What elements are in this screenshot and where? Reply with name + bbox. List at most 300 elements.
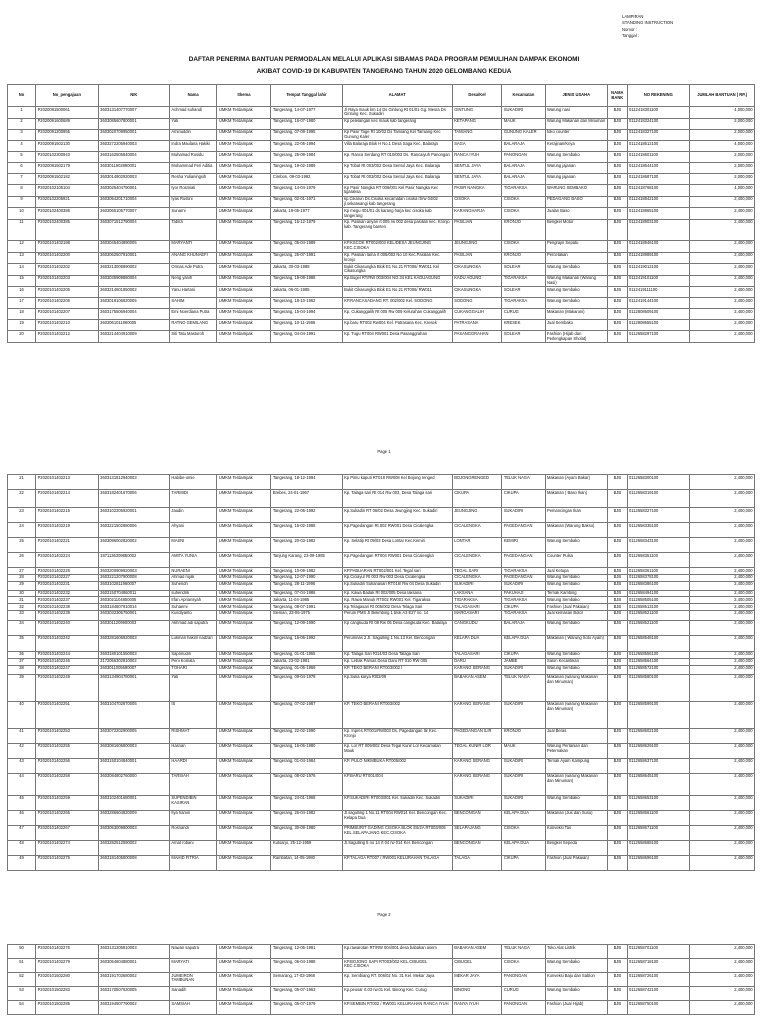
- table-row: [8, 581, 755, 590]
- table-cell: BENCONGAN: [452, 840, 502, 855]
- table-cell: BJB: [608, 701, 627, 728]
- table-cell: WARUNG SEMBAKO: [545, 185, 608, 197]
- column-header: No: [8, 85, 36, 107]
- table-cell: Warung Sembako: [545, 597, 608, 604]
- table-cell: Yanu Hartani: [169, 287, 216, 298]
- table-cell: 3603181405800008: [98, 855, 169, 870]
- table-cell: 25: [8, 538, 36, 553]
- table-cell: 3603054201710004: [98, 196, 169, 208]
- table-cell: TIGARAKSA: [502, 298, 545, 309]
- table-cell: 2,400,000: [690, 196, 755, 208]
- table-cell: P2020102400385: [36, 219, 99, 240]
- table-cell: BJB: [608, 163, 627, 174]
- table-cell: CIKUPA: [452, 490, 502, 508]
- table-cell: Yati: [169, 674, 216, 701]
- table-cell: Jakarta, 06-01-1985: [271, 287, 342, 298]
- table-cell: KARANG SERANG: [452, 701, 502, 728]
- table-cell: CISOKA: [502, 208, 545, 220]
- table-cell: Villa Balaraja Blok H No.1 Desa Saga Kec. Balaraja: [342, 141, 452, 152]
- table-cell: TIGARAKSA: [502, 568, 545, 575]
- table-cell: Warung jajanan: [545, 174, 608, 185]
- table-cell: Peni Komala: [169, 658, 216, 665]
- table-cell: BJB: [608, 959, 627, 973]
- table-cell: UMKM Terdampak: [217, 574, 271, 581]
- table-cell: BALARAJA: [502, 174, 545, 185]
- table-cell: UMKM Terdampak: [217, 651, 271, 658]
- table-cell: Makanan (warung Makanan dan Minuman): [545, 701, 608, 728]
- table-header-row: [8, 85, 755, 107]
- table-cell: Tangerang, 06-04-1988: [271, 959, 342, 973]
- table-cell: 2,400,000: [690, 219, 755, 240]
- table-row: [8, 240, 755, 252]
- table-cell: AMITA YUNIA: [169, 553, 216, 568]
- table-cell: Kp. Kawa Badak Rt 002/005 Desa laksana: [342, 590, 452, 597]
- table-cell: 0112419101100: [627, 275, 690, 287]
- table-cell: 0112658319100: [627, 490, 690, 508]
- table-cell: UMKM Terdampak: [217, 658, 271, 665]
- table-cell: 0112658505100: [627, 597, 690, 604]
- table-row: [8, 287, 755, 298]
- table-cell: KARANG SERANG: [452, 758, 502, 773]
- table-cell: MARYANTI: [169, 240, 216, 252]
- table-cell: 12: [8, 240, 36, 252]
- table-cell: Kp.Bugel RT/RW 003/004 NO.34 KEL KADUAGUNG: [342, 275, 452, 287]
- table-cell: 3603162505840004: [98, 152, 169, 163]
- table-cell: P2020101402203: [36, 275, 99, 287]
- table-cell: P2020101402275: [36, 855, 99, 870]
- table-cell: Neng yanih: [169, 275, 216, 287]
- table-cell: 33: [8, 610, 36, 620]
- table-cell: Ilya hamin: [169, 810, 216, 825]
- table-cell: Kp pelelangan kec mauk kab tangerang: [342, 118, 452, 129]
- table-cell: Kp Pasir Tage Rt 10/02 Ds Tamiang Kel Tamiang Kec Gunung Kaler: [342, 129, 452, 141]
- table-cell: P2020101402249: [36, 674, 99, 701]
- table-cell: 0112658629100: [627, 743, 690, 758]
- table-cell: Tangerang, 22-02-1990: [271, 728, 342, 743]
- table-row: [8, 118, 755, 129]
- table-cell: UMKM Terdampak: [217, 610, 271, 620]
- table-cell: Toko Alat Listrik: [545, 945, 608, 959]
- table-cell: Tangerang, 19-02-1989: [271, 163, 342, 174]
- annotation-line: STANDING INSTRUCTION: [622, 20, 674, 26]
- table-cell: Tangerang, 14-07-1977: [271, 107, 342, 119]
- table-cell: Suhaemi: [169, 604, 216, 611]
- table-cell: 2,400,000: [690, 665, 755, 674]
- table-cell: KP.SUKADIRI RT003/001 Kel. Sukadiri Kec. Sukadiri: [342, 795, 452, 810]
- table-cell: 3603071512790004: [98, 219, 169, 240]
- table-cell: RISHMAT: [169, 728, 216, 743]
- table-cell: Tangerang, 12-09-1990: [271, 620, 342, 635]
- table-cell: Tangerang, 28-11-1996: [271, 581, 342, 590]
- column-header: Tempat Tanggal lahir: [271, 85, 342, 107]
- page-number: Page 2: [377, 912, 391, 917]
- table-cell: 2,400,000: [690, 620, 755, 635]
- table-cell: PRIMBURIT GADING CISOKA BLOK E6/2A RT003/005 KEL.SELAPAJANG KEC.CISOKA: [342, 825, 452, 840]
- table-cell: Nawan saputra: [169, 945, 216, 959]
- table-cell: 22: [8, 490, 36, 508]
- table-cell: 0112658361100: [627, 568, 690, 575]
- table-cell: 17: [8, 298, 36, 309]
- table-cell: Habibe-omie: [169, 475, 216, 490]
- table-cell: Warung Sembako: [545, 665, 608, 674]
- table-cell: 3603134904780001: [98, 674, 169, 701]
- table-cell: CIKASUNGKA: [452, 264, 502, 276]
- table-row: [8, 538, 755, 553]
- table-cell: P2020101402200: [36, 252, 99, 264]
- table-cell: SAMSIAH: [169, 1001, 216, 1015]
- table-cell: Bengkel Motor: [545, 219, 608, 240]
- table-cell: BJB: [608, 298, 627, 309]
- table-cell: 3603102205920001: [98, 508, 169, 523]
- table-cell: UMKM Terdampak: [217, 141, 271, 152]
- table-cell: BENCONGAN: [452, 810, 502, 825]
- table-cell: TIGARAKSA: [502, 610, 545, 620]
- table-cell: Warung Makanan dan Minuman: [545, 118, 608, 129]
- table-cell: MEKAR JAYA: [452, 973, 502, 987]
- table-cell: UMKM Terdampak: [217, 275, 271, 287]
- table-cell: 3603150104840001: [98, 758, 169, 773]
- table-cell: SUPENDIBIN KASIRAN: [169, 795, 216, 810]
- table-cell: BJB: [608, 795, 627, 810]
- table-cell: Jual Beras: [545, 728, 608, 743]
- table-row: [8, 331, 755, 343]
- table-cell: SUKADIRI: [502, 795, 545, 810]
- table-cell: Tangerang, 12-05-1981: [271, 945, 342, 959]
- table-cell: P2020091500061: [36, 107, 99, 119]
- table-cell: UMKM Terdampak: [217, 538, 271, 553]
- table-cell: SUKADIRI: [502, 773, 545, 795]
- column-header: JENIS USAHA: [545, 85, 608, 107]
- table-cell: BJB: [608, 174, 627, 185]
- table-cell: UMKM Terdampak: [217, 508, 271, 523]
- table-cell: Tangerang, 20-03-1982: [271, 538, 342, 553]
- table-cell: 3603200909920003: [98, 568, 169, 575]
- table-cell: BJB: [608, 855, 627, 870]
- table-cell: Fashion (Jual Pakaian): [545, 855, 608, 870]
- table-cell: TELUK NAGA: [502, 475, 545, 490]
- table-cell: CICALENGKA: [452, 553, 502, 568]
- table-cell: P2020101402205: [36, 287, 99, 298]
- table-cell: 0112418768100: [627, 185, 690, 197]
- table-cell: UMKM Terdampak: [217, 252, 271, 264]
- table-cell: Tabrizi: [169, 219, 216, 240]
- table-cell: P2020101402215: [36, 508, 99, 523]
- table-cell: 53: [8, 987, 36, 1001]
- table-cell: Perumnas 2 Jl. Sagulling 1 No.13 Kel. Bencongan: [342, 635, 452, 651]
- table-cell: UMKM Terdampak: [217, 581, 271, 590]
- table-row: [8, 855, 755, 870]
- table-cell: 2,000,000: [690, 152, 755, 163]
- table-cell: 2,400,000: [690, 298, 755, 309]
- table-cell: Makanan (Jus dan Susu): [545, 810, 608, 825]
- table-cell: Kp Pasir Nangka RT 006/001 Kel Pasir Nangka Kec tigaraksa: [342, 185, 452, 197]
- table-cell: 10: [8, 208, 36, 220]
- table-row: [8, 973, 755, 987]
- table-cell: Warung Sembako: [545, 574, 608, 581]
- table-cell: 2,400,000: [690, 240, 755, 252]
- table-cell: CANGKUDU: [452, 620, 502, 635]
- table-cell: 0112419111100: [627, 287, 690, 298]
- table-row: [8, 568, 755, 575]
- table-row: [8, 320, 755, 331]
- table-row: [8, 987, 755, 1001]
- table-cell: 45: [8, 795, 36, 810]
- table-cell: BJB: [608, 651, 627, 658]
- table-cell: SODONG: [452, 298, 502, 309]
- table-cell: 2,400,000: [690, 825, 755, 840]
- table-cell: SOLEAR: [502, 331, 545, 343]
- table-cell: Cirebon, 09-03-1992: [271, 174, 342, 185]
- table-cell: P2020101402206: [36, 298, 99, 309]
- table-cell: Jakarta, 23-02-1981: [271, 658, 342, 665]
- table-cell: Kp.Suka karya Rt02/09: [342, 674, 452, 701]
- table-cell: Kerajinan/Kriya: [545, 141, 608, 152]
- table-cell: Jakarta, 19-05-1977: [271, 208, 342, 220]
- table-cell: 2,400,000: [690, 553, 755, 568]
- table-row: [8, 597, 755, 604]
- table-cell: UMKM Terdampak: [217, 701, 271, 728]
- table-cell: P2020101402255: [36, 743, 99, 758]
- column-header: Nama: [169, 85, 216, 107]
- table-cell: 6: [8, 163, 36, 174]
- table-cell: PAKUHAJI: [502, 590, 545, 597]
- table-cell: 50: [8, 945, 36, 959]
- table-cell: 2,400,000: [690, 651, 755, 658]
- table-cell: Indra Maulana Hakiki: [169, 141, 216, 152]
- table-cell: Kp Pimu kaputi RT018 RW008 Kel Bojong renged: [342, 475, 452, 490]
- table-cell: TALAGASARI: [452, 604, 502, 611]
- column-header: NO REKENING: [627, 85, 690, 107]
- table-cell: Iyas Rustini: [169, 196, 216, 208]
- table-cell: P2020101402253: [36, 728, 99, 743]
- table-row: [8, 840, 755, 855]
- table-cell: BJB: [608, 574, 627, 581]
- table-cell: BJB: [608, 773, 627, 795]
- table-cell: BINONG: [452, 987, 502, 1001]
- table-cell: Warung Pertanian dan Peternakan: [545, 743, 608, 758]
- table-row: [8, 107, 755, 119]
- table-cell: Warung Sembako: [545, 152, 608, 163]
- table-cell: UMKM Terdampak: [217, 728, 271, 743]
- table-cell: P2020101502283: [36, 987, 99, 1001]
- table-cell: P2020101402212: [36, 331, 99, 343]
- table-cell: Jakarta, 11-04-1985: [271, 597, 342, 604]
- table-cell: BABAKAN ASEM: [452, 674, 502, 701]
- table-cell: PANONGAN: [502, 1001, 545, 1015]
- table-cell: UMKM Terdampak: [217, 959, 271, 973]
- table-cell: UMKM Terdampak: [217, 240, 271, 252]
- table-cell: Warung Sembako: [545, 264, 608, 276]
- table-cell: 3603020709950001: [98, 129, 169, 141]
- table-cell: KRONJO: [502, 728, 545, 743]
- table-cell: 2,000,000: [690, 163, 755, 174]
- table-cell: UMKM Terdampak: [217, 840, 271, 855]
- table-cell: P2020101402213: [36, 475, 99, 490]
- table-cell: Rambatan, 14-05-1980: [271, 855, 342, 870]
- recipient-table-page-2: [7, 474, 755, 871]
- table-cell: TIGARAKSA: [502, 275, 545, 287]
- table-row: [8, 604, 755, 611]
- table-cell: P2020101402238: [36, 604, 99, 611]
- table-cell: 2,400,000: [690, 574, 755, 581]
- table-cell: 3603021104850005: [98, 597, 169, 604]
- table-row: [8, 196, 755, 208]
- table-cell: Tangerang, 01-04-1984: [271, 758, 342, 773]
- table-cell: 3603072202900005: [98, 728, 169, 743]
- table-cell: PASILIAN: [452, 219, 502, 240]
- table-cell: 0112658513100: [627, 604, 690, 611]
- table-cell: 20: [8, 331, 36, 343]
- table-cell: 3603035909880004: [98, 275, 169, 287]
- table-cell: 42: [8, 743, 36, 758]
- table-cell: 0112658701100: [627, 945, 690, 959]
- table-cell: 16: [8, 287, 36, 298]
- table-cell: UMKM Terdampak: [217, 758, 271, 773]
- table-cell: Muhamad Rosidu: [169, 152, 216, 163]
- table-row: [8, 508, 755, 523]
- table-cell: KARANG SERANG: [452, 773, 502, 795]
- annotation-line: Tanggal :: [622, 32, 639, 38]
- table-cell: BJB: [608, 758, 627, 773]
- table-cell: 0112658742100: [627, 987, 690, 1001]
- table-cell: 32: [8, 604, 36, 611]
- document-title-line1: DAFTAR PENERIMA BANTUAN PERMODALAN MELALUI APLIKASI SIBAMAS PADA PROGRAM PEMULIHAN DAMPAK EKONOMI: [188, 56, 580, 63]
- table-cell: PAGEDANGAN: [502, 523, 545, 538]
- table-cell: 2,400,000: [690, 581, 755, 590]
- table-cell: Tangerang, 22-05-1994: [271, 141, 342, 152]
- table-cell: BJB: [608, 275, 627, 287]
- table-cell: KADU AGUNG: [452, 275, 502, 287]
- table-cell: Brebes, 24-01-1967: [271, 490, 342, 508]
- table-cell: 0112418644100: [627, 163, 690, 174]
- table-cell: 3603061011860005: [98, 320, 169, 331]
- table-cell: BJB: [608, 597, 627, 604]
- table-cell: BJB: [608, 810, 627, 825]
- table-cell: 18: [8, 309, 36, 320]
- table-cell: BJB: [608, 129, 627, 141]
- column-header: NIK: [98, 85, 169, 107]
- table-cell: 2,400,000: [690, 523, 755, 538]
- table-cell: Tangerang, 14-04-1979: [271, 185, 342, 197]
- table-cell: BJB: [608, 635, 627, 651]
- table-cell: Ahyani: [169, 523, 216, 538]
- table-cell: P2020101402265: [36, 810, 99, 825]
- table-cell: UMKM Terdampak: [217, 773, 271, 795]
- table-cell: Kp. Talaga sari Rt 014 Rw 003, Desa Talaga sari: [342, 490, 452, 508]
- table-cell: TEGAL SARI: [452, 568, 502, 575]
- table-row: [8, 208, 755, 220]
- table-cell: UMKM Terdampak: [217, 1001, 271, 1015]
- table-cell: 0112658556100: [627, 651, 690, 658]
- table-cell: P2020101402242: [36, 635, 99, 651]
- table-row: [8, 743, 755, 758]
- table-cell: 2,400,000: [690, 287, 755, 298]
- table-cell: 2,400,000: [690, 635, 755, 651]
- table-cell: 0112658653100: [627, 795, 690, 810]
- table-cell: SUKADIRI: [452, 581, 502, 590]
- table-cell: KRESEK: [502, 320, 545, 331]
- table-cell: KP. TEKO BERANI RT003/002 I: [342, 665, 452, 674]
- table-cell: Kp.peusar rt.03 rw.01 Kel. Binong Kec. Curug: [342, 987, 452, 1001]
- table-cell: Iyor Rosmiati: [169, 185, 216, 197]
- table-cell: 3603131407770007: [98, 107, 169, 119]
- column-header: ALAMAT: [342, 85, 452, 107]
- table-cell: TIGARAKSA: [452, 597, 502, 604]
- table-cell: P3020102105104: [36, 185, 99, 197]
- table-cell: P2020101402240: [36, 620, 99, 635]
- table-cell: 2,400,000: [690, 568, 755, 575]
- table-cell: Pengrajin Sepatu: [545, 240, 608, 252]
- table-cell: Kusdiyanto: [169, 610, 216, 620]
- table-cell: BALARAJA: [502, 141, 545, 152]
- table-cell: 13: [8, 252, 36, 264]
- table-cell: BJB: [608, 196, 627, 208]
- table-cell: Ternak Kambing: [545, 590, 608, 597]
- table-cell: Kp. Rawa Manuk RT002 RW001 Kel. Tigaraksa: [342, 597, 452, 604]
- table-cell: Suhendri: [169, 581, 216, 590]
- table-cell: suhendrik: [169, 590, 216, 597]
- table-row: [8, 1001, 755, 1015]
- table-cell: 2,000,000: [690, 118, 755, 129]
- table-cell: 34: [8, 620, 36, 635]
- table-cell: KP.BARU RT001/004: [342, 773, 452, 795]
- table-cell: 3603081606800003: [98, 743, 169, 758]
- table-cell: Tangerang, 26-04-1982: [271, 810, 342, 825]
- table-row: [8, 219, 755, 240]
- table-cell: Bukit Cikasungka Blok E1 No.21 RT006/ RW011: [342, 287, 452, 298]
- table-cell: 26: [8, 553, 36, 568]
- table-cell: KP. PULO NIKMBUKA RT005/002: [342, 758, 452, 773]
- table-cell: Warung Sembako: [545, 959, 608, 973]
- table-cell: 2,400,000: [690, 945, 755, 959]
- table-cell: Tangerang, 01-05-1969: [271, 665, 342, 674]
- table-cell: Jl.sagulling 1 No.11 RT004 RW014 Kel. Bencongan Kec. Kelapa Dua: [342, 810, 452, 825]
- table-cell: 0112418946100: [627, 240, 690, 252]
- table-row: [8, 590, 755, 597]
- table-cell: Amat robani: [169, 840, 216, 855]
- table-cell: 0112419144100: [627, 298, 690, 309]
- table-cell: TIGARAKSA: [502, 597, 545, 604]
- table-row: [8, 275, 755, 287]
- table-cell: Konveksi Baju dan Sablon: [545, 973, 608, 987]
- table-cell: 23: [8, 508, 36, 523]
- table-cell: 3603180101550003: [98, 651, 169, 658]
- table-row: [8, 701, 755, 728]
- table-cell: Makanan ( Baso Ikan): [545, 490, 608, 508]
- table-cell: P2020091600689: [36, 118, 99, 129]
- table-cell: Jl.Sagulling 5 no 14 rt 04 rw 014 Kel. Bencongan: [342, 840, 452, 855]
- table-cell: 19: [8, 320, 36, 331]
- table-cell: Warung Sembako: [545, 620, 608, 635]
- table-row: [8, 959, 755, 973]
- table-cell: KETAPANG: [452, 118, 502, 129]
- table-cell: 0112658335100: [627, 523, 690, 538]
- table-row: [8, 810, 755, 825]
- table-cell: 27: [8, 568, 36, 575]
- table-cell: KEMIRI: [502, 538, 545, 553]
- table-cell: Warung Sembako: [545, 581, 608, 590]
- table-cell: SELAPAJANG: [452, 825, 502, 840]
- table-cell: Tangerang, 16-06-1980: [271, 743, 342, 758]
- table-cell: 0112658718100: [627, 959, 690, 973]
- table-cell: Ternak Ayam Kampung: [545, 758, 608, 773]
- table-cell: TALAGASARI: [452, 651, 502, 658]
- table-cell: P2020101402207: [36, 309, 99, 320]
- table-cell: BJB: [608, 152, 627, 163]
- table-cell: 0112658645100: [627, 773, 690, 795]
- table-cell: UMKM Terdampak: [217, 674, 271, 701]
- table-cell: 3603182401670006: [98, 490, 169, 508]
